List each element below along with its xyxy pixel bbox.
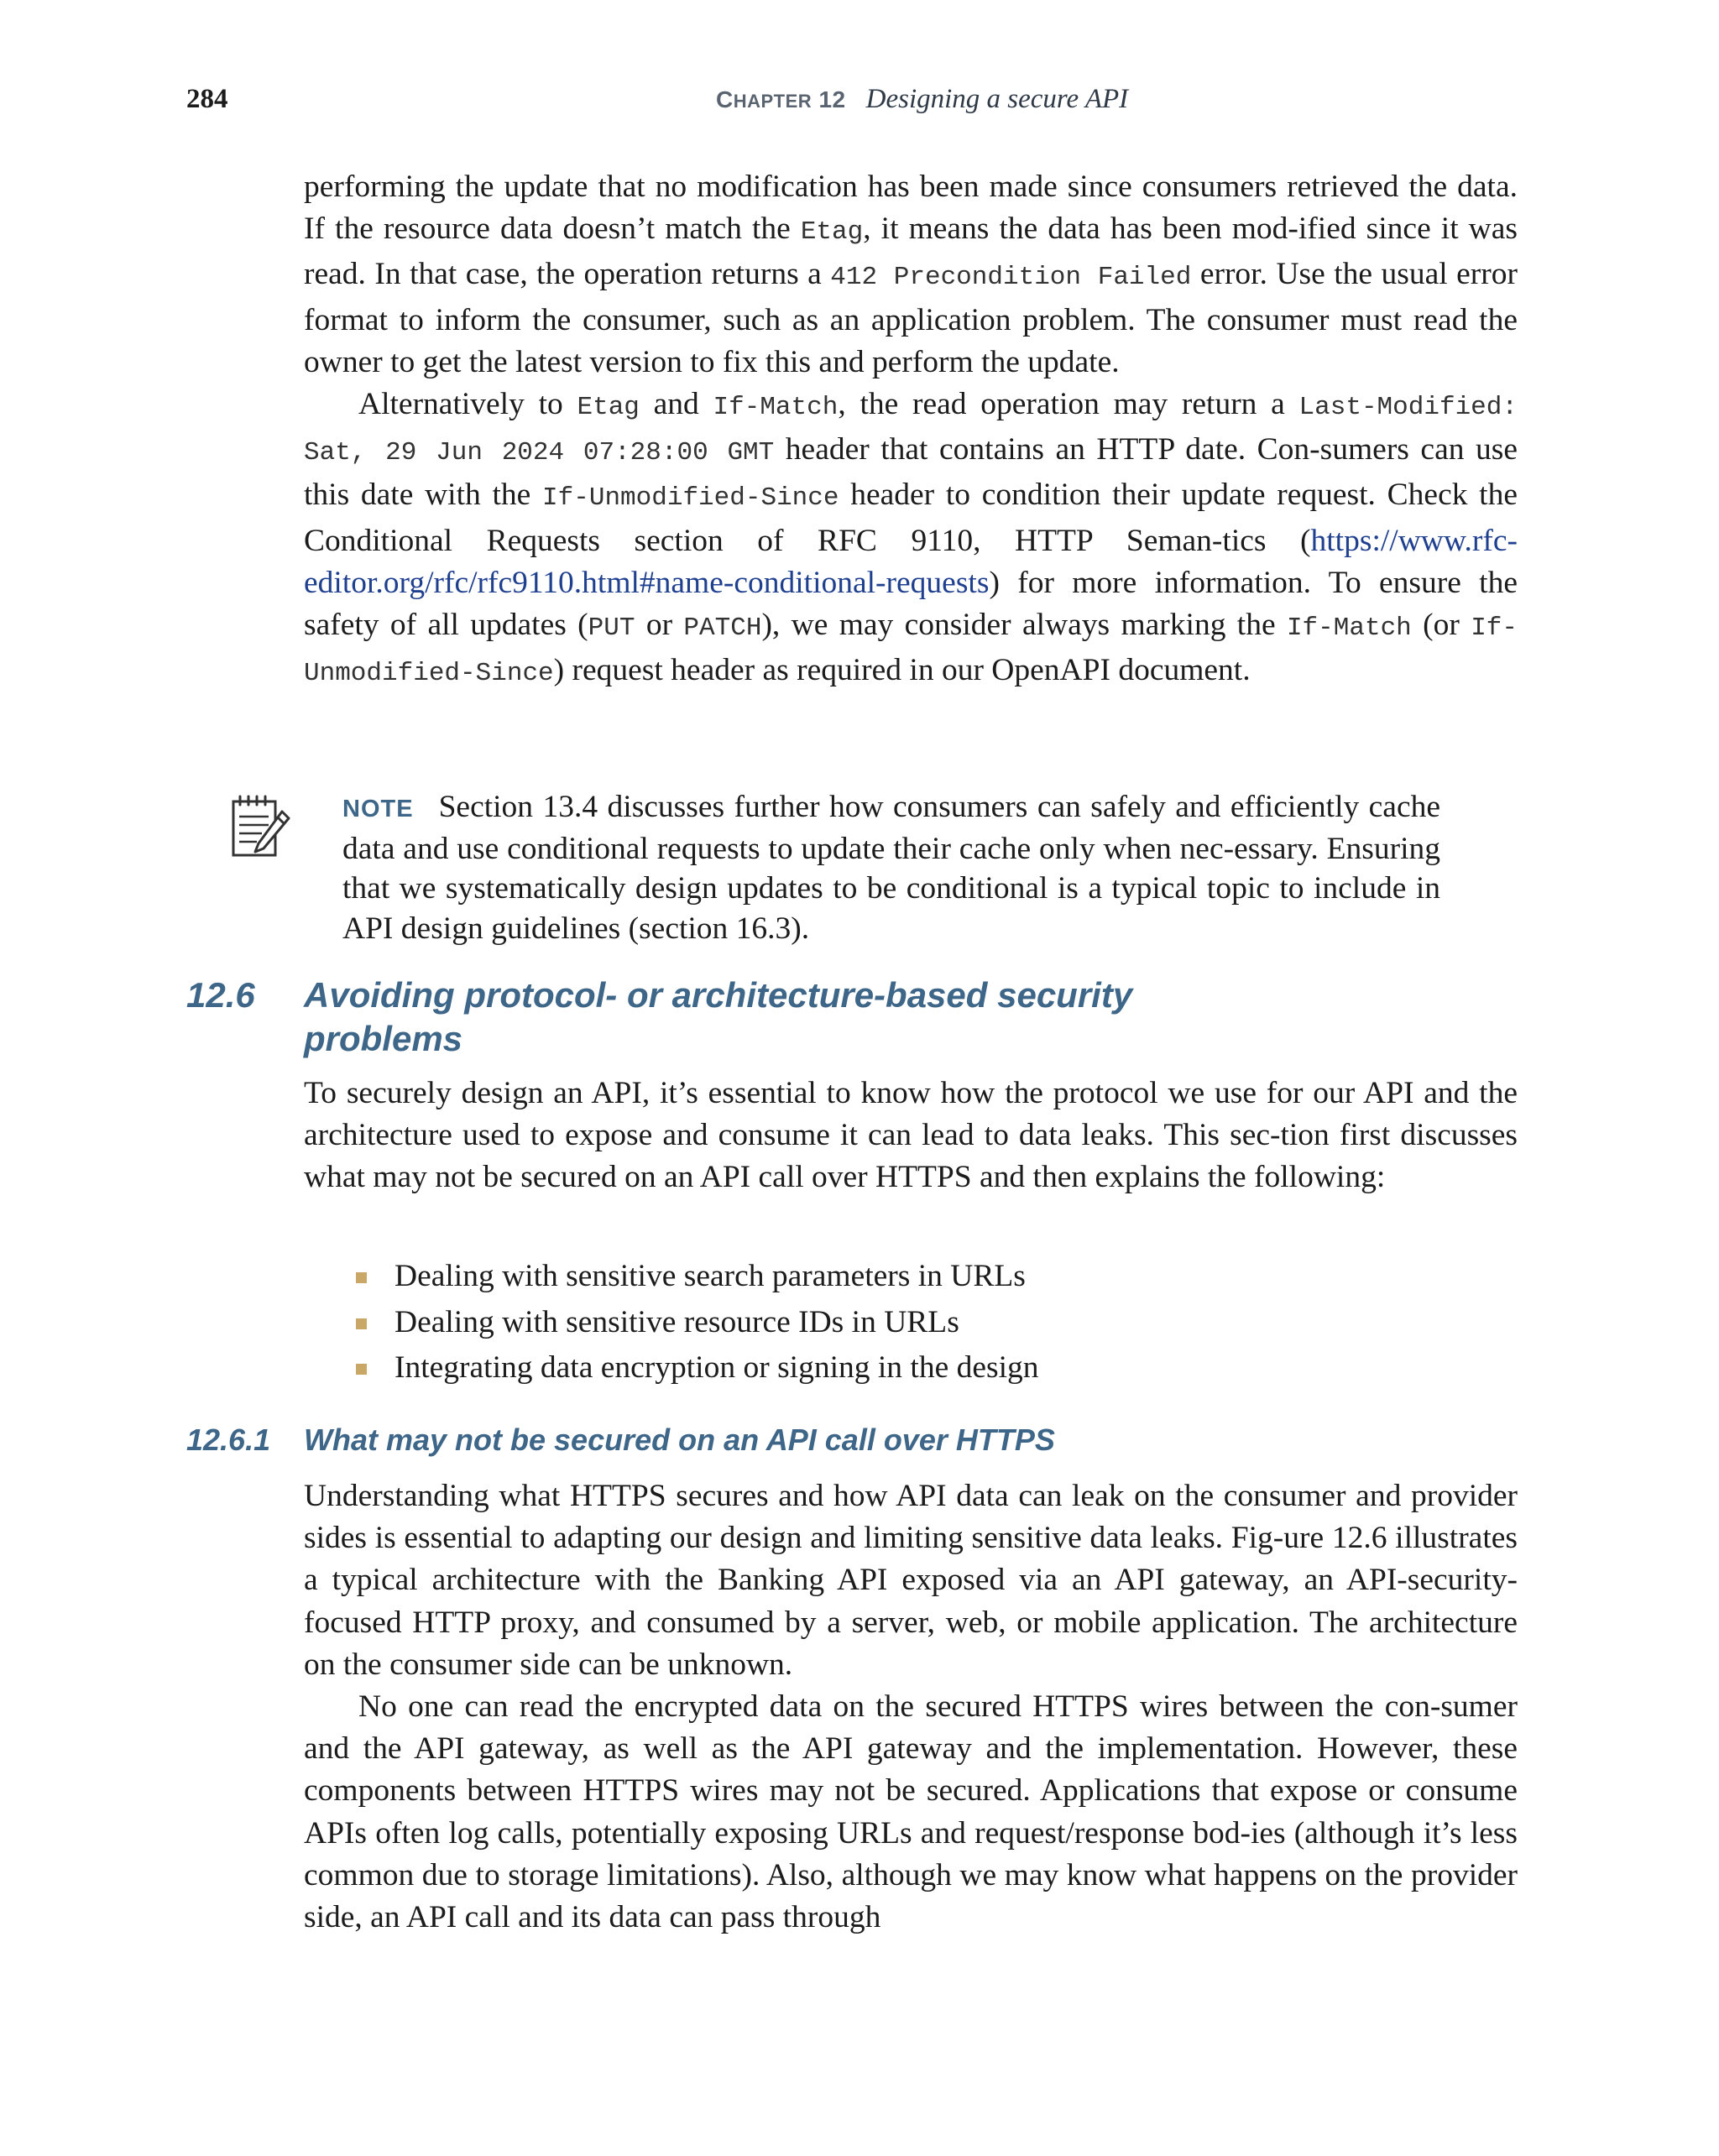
inline-code-if-match-2: If-Match — [1286, 613, 1412, 644]
text-run: error. Use the usual error format to inform the consumer, such as an application problem. The consumer must read the owner to get the latest version to fix this and perform the update. — [304, 257, 1518, 379]
list-item — [304, 1300, 1039, 1346]
list-item-text: Integrating data encryption or signing in the design — [394, 1350, 1039, 1385]
text-run: ) for more information. To ensure the safety of all updates ( — [304, 565, 1518, 643]
subsection-title: What may not be secured on an API call over HTTPS — [304, 1423, 1055, 1457]
running-head — [716, 82, 1128, 121]
section-number: 12.6 — [186, 975, 255, 1015]
paragraph-1-block — [304, 166, 1518, 695]
chapter-label — [716, 86, 846, 112]
text-run: Alternatively to — [358, 387, 577, 422]
bullet-marker — [356, 1318, 367, 1329]
list-item — [304, 1345, 1039, 1391]
paragraph-1 — [304, 166, 1518, 384]
inline-code-etag-2: Etag — [577, 393, 640, 423]
subsection-number: 12.6.1 — [186, 1423, 271, 1457]
text-run: performing the update that no modification has been made since consumers retrieved the data. If the resource data doesn’t match the — [304, 170, 1518, 247]
text-run: ), we may consider always marking the — [761, 608, 1287, 643]
note-callout — [342, 787, 1440, 948]
list-item-text: Dealing with sensitive resource IDs in URLs — [394, 1304, 959, 1339]
text-run: and — [639, 387, 713, 422]
paragraph-2 — [304, 384, 1518, 695]
page-number: 284 — [186, 84, 228, 114]
note-text: Section 13.4 discusses further how consumers can safely and efficiently cache data and use conditional requests to update their cache only when nec-essary. Ensuring that we systematically design updates to be conditional is a typical topic to include in API design guidelines (section 16.3). — [342, 790, 1440, 946]
note-label: NOTE — [342, 796, 414, 822]
section-intro-block — [304, 1073, 1518, 1199]
chapter-label-initial: C — [716, 86, 734, 112]
list-item — [304, 1254, 1039, 1300]
text-run: (or — [1411, 608, 1471, 643]
inline-code-if-match: If-Match — [713, 393, 839, 423]
inline-code-patch: PATCH — [683, 613, 762, 644]
inline-code-etag: Etag — [800, 217, 864, 248]
list-item-text: Dealing with sensitive search parameters in URLs — [394, 1259, 1026, 1293]
bullet-marker — [356, 1364, 367, 1375]
text-run: header to condition their update request. Check the Conditional Requests section of RFC 9110, HTTP Seman-tics ( — [304, 478, 1518, 558]
subsection-paragraph-1: Understanding what HTTPS secures and how API data can leak on the consumer and provider sides is essential to adapting our design and limiting sensitive data leaks. Fig-ure 12.6 illustrates a typical architecture with the Banking API exposed via an API gateway, an API-security-focused HTTP proxy, and consumed by a server, web, or mobile application. The architecture on the consumer side can be unknown. — [304, 1479, 1518, 1682]
text-run: ) request header as required in our OpenAPI document. — [553, 653, 1251, 688]
chapter-label-smallcaps: HAPTER — [733, 91, 812, 112]
subsection-body-block — [304, 1475, 1518, 1939]
text-run: header that contains an HTTP date. Con-sumers can use this date with the — [304, 432, 1518, 513]
bullet-marker — [356, 1272, 367, 1283]
subsection-paragraph-2: No one can read the encrypted data on the secured HTTPS wires between the con-sumer and the API gateway, as well as the API gateway and the implementation. However, these components between HTTPS wires may not be secured. Applications that expose or consume APIs often log calls, potentially exposing URLs and request/response bod-ies (although it’s less common due to storage limitations). Also, although we may know what happens on the provider side, an API call and its data can pass through — [304, 1689, 1518, 1935]
rfc-link[interactable]: https://www.rfc-editor.org/rfc/rfc9110.html#name-conditional-requests — [304, 523, 1518, 600]
text-run: , the read operation may return a — [838, 387, 1299, 422]
chapter-title: Designing a secure API — [865, 84, 1129, 114]
bullet-list — [304, 1254, 1039, 1391]
section-title-line-2: problems — [304, 1019, 463, 1058]
text-run: or — [635, 608, 684, 643]
inline-code-if-unmodified-since: If-Unmodified-Since — [542, 483, 839, 514]
section-intro: To securely design an API, it’s essential to know how the protocol we use for our API and the architecture used to expose and consume it can lead to data leaks. This sec-tion first discusses what may not be secured on an API call over HTTPS and then explains the following: — [304, 1076, 1518, 1195]
inline-code-if-unmodified-since-2: If-Unmodified-Since — [304, 613, 1518, 689]
inline-code-412: 412 Precondition Failed — [830, 263, 1192, 293]
text-run: , it means the data has been mod-ified since it was read. In that case, the operation returns a — [304, 211, 1518, 292]
inline-code-last-modified: Last-Modified: Sat, 29 Jun 2024 07:28:00 GMT — [304, 393, 1518, 468]
inline-code-put: PUT — [588, 613, 635, 644]
section-title-line-1: Avoiding protocol- or architecture-based security — [304, 975, 1133, 1015]
notepad-pencil-icon — [228, 793, 292, 860]
chapter-number: 12 — [818, 86, 846, 112]
